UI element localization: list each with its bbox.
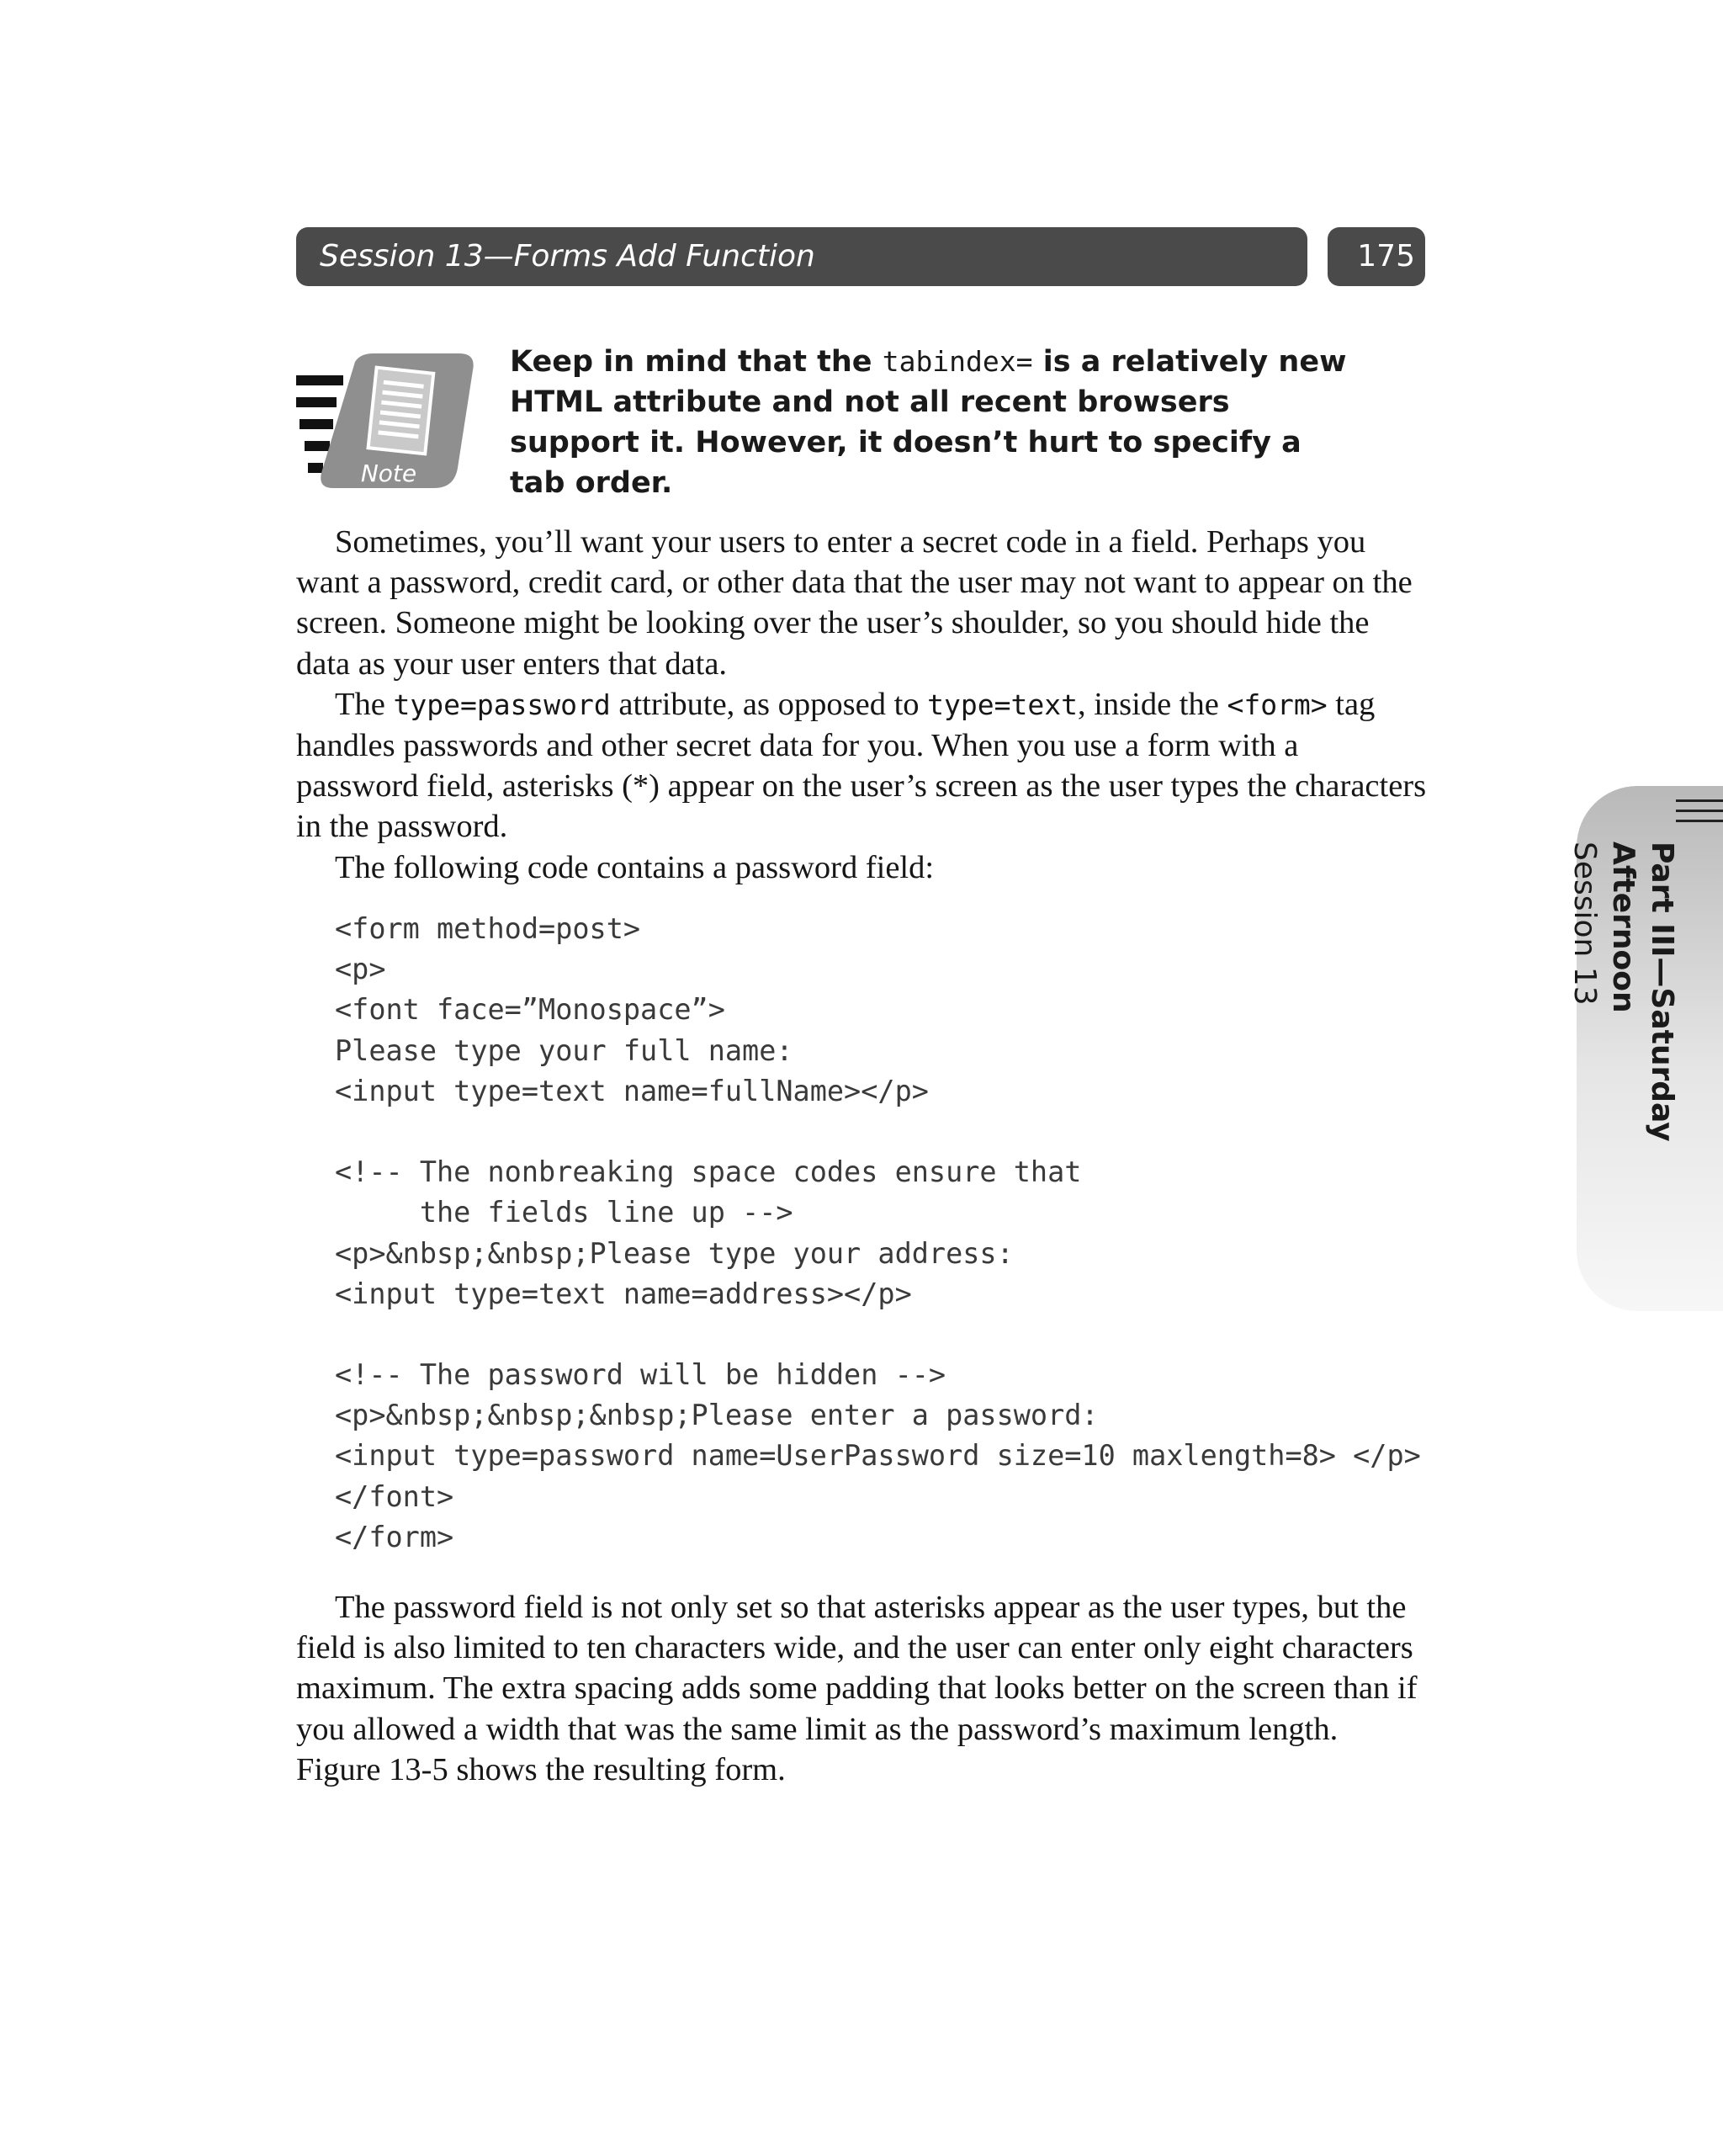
paragraph-code-intro: The following code contains a password field: [335,849,935,885]
code-line: <p>&nbsp;&nbsp;Please type your address: [335,1236,1014,1270]
code-line: <font face=”Monospace”> [335,993,725,1027]
code-line: </form> [335,1520,454,1553]
code-form-tag: <form> [1227,688,1328,721]
thumb-tab-lines [1676,799,1723,835]
note-icon-label: Note [360,459,417,487]
code-line: <input type=text name=address></p> [335,1277,912,1310]
note-code-tabindex: tabindex= [882,345,1033,378]
paragraph-password-field-explanation: The password field is not only set so that asterisks appear as the user types, but the field is also limited to ten characters wide, and the user can enter only eight characters maximum. The extra spacing adds some padding that looks better on the screen than if you allowed a width that was the same limit as the password’s maximum length. Figure 13-5 shows the resulting form. [296,1590,1418,1787]
paragraph-password-attribute [296,684,1427,847]
note-text [510,342,1351,503]
page-number: 175 [1328,227,1425,286]
code-line: <p> [335,953,386,986]
text-run: tag handles passwords and other secret data for you. When you use a form with a password field, asterisks (*) appear on the user’s screen as the user types the characters in the password. [296,686,1427,845]
note-text-end: is a relatively new HTML attribute and not all recent browsers support it. However, it doesn’t hurt to specify a tab order. [510,345,1347,500]
code-line: <input type=text name=fullName></p> [335,1074,929,1107]
thumb-tab-text [1567,842,1681,1279]
note-icon [296,350,481,493]
code-listing [335,909,1429,1558]
note-text-start: Keep in mind that the [510,345,883,379]
code-line: </font> [335,1479,454,1513]
code-line: Please type your full name: [335,1033,793,1067]
code-line: <!-- The password will be hidden --> [335,1358,946,1392]
thumb-tab-session: Session 13 [1567,842,1602,1006]
code-type-password: type=password [393,688,611,721]
code-line: <!-- The nonbreaking space codes ensure that [335,1155,1082,1189]
code-line: <form method=post> [335,912,641,945]
body-text-lower [296,1587,1427,1790]
code-line [335,1112,1429,1152]
running-header-title: Session 13—Forms Add Function [320,239,815,273]
text-run: The [335,686,394,722]
body-text-upper [296,522,1427,888]
code-type-text: type=text [927,688,1078,721]
code-line [335,1314,1429,1355]
thumb-tab-part: Part III—Saturday Afternoon [1606,842,1679,1142]
code-line: <input type=password name=UserPassword size=10 maxlength=8> </p> [335,1439,1421,1473]
code-line: the fields line up --> [335,1196,793,1229]
code-line: <p>&nbsp;&nbsp;&nbsp;Please enter a password: [335,1399,1099,1432]
text-run: , inside the [1077,686,1227,722]
text-run: attribute, as opposed to [610,686,928,722]
paragraph-secret-code: Sometimes, you’ll want your users to enter a secret code in a field. Perhaps you want a password, credit card, or other data that the user may not want to appear on the screen. Someone might be looking over the user’s shoulder, so you should hide the data as your user enters that data. [296,524,1413,682]
